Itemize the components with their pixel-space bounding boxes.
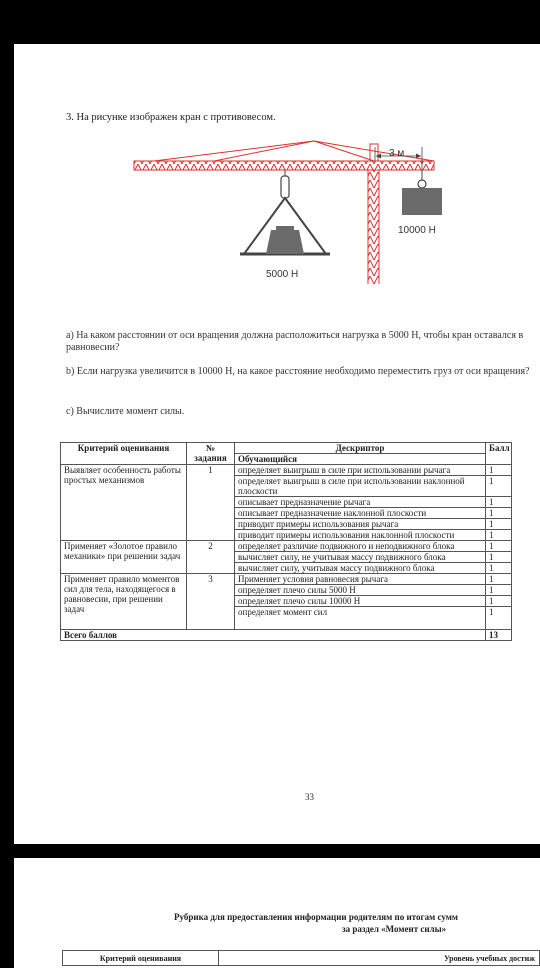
total-label: Всего баллов	[61, 630, 486, 641]
descriptor-cell: определяет выигрыш в силе при использовании наклонной плоскости	[235, 476, 486, 497]
next-header-level: Уровень учебных достиж	[219, 951, 540, 966]
descriptor-cell: определяет выигрыш в силе при использовании рычага	[235, 465, 486, 476]
document-page	[14, 44, 540, 844]
header-task-no: № задания	[187, 443, 235, 465]
score-cell: 1	[486, 497, 512, 508]
score-cell: 1	[486, 465, 512, 476]
criterion-cell: Выявляет особенность работы простых механизмов	[61, 465, 187, 541]
descriptor-cell: вычисляет силу, учитывая массу подвижного блока	[235, 563, 486, 574]
weight-right-label: 10000 Н	[398, 225, 436, 236]
crane-figure	[14, 44, 540, 284]
next-page-title-line2: за раздел «Момент силы»	[342, 924, 447, 934]
task-no-cell: 2	[187, 541, 235, 574]
score-cell: 1	[486, 519, 512, 530]
task-title: 3. На рисунке изображен кран с противовесом.	[66, 112, 276, 123]
score-cell: 1	[486, 574, 512, 585]
descriptor-cell: определяет момент сил	[235, 607, 486, 630]
distance-label: 3 м	[389, 148, 405, 159]
descriptor-cell: приводит примеры использования рычага	[235, 519, 486, 530]
next-page-table	[62, 950, 540, 966]
header-criterion: Критерий оценивания	[61, 443, 187, 465]
score-cell: 1	[486, 541, 512, 552]
descriptor-cell: определяет плечо силы 10000 Н	[235, 596, 486, 607]
score-cell: 1	[486, 508, 512, 519]
descriptor-cell: описывает предназначение наклонной плоскости	[235, 508, 486, 519]
table-row	[61, 541, 512, 552]
task-no-cell: 3	[187, 574, 235, 630]
score-cell: 1	[486, 552, 512, 563]
descriptor-cell: описывает предназначение рычага	[235, 497, 486, 508]
question-b: b) Если нагрузка увеличится в 10000 Н, на какое расстояние необходимо переместить груз от оси вращения?	[66, 366, 530, 377]
next-header-criterion: Критерий оценивания	[63, 951, 219, 966]
task-no-cell: 1	[187, 465, 235, 541]
score-cell: 1	[486, 530, 512, 541]
question-c: c) Вычислите момент силы.	[66, 406, 185, 417]
score-cell: 1	[486, 563, 512, 574]
counterweight-right	[402, 170, 442, 215]
table-row	[61, 465, 512, 476]
load-left	[240, 170, 330, 254]
score-cell: 1	[486, 585, 512, 596]
score-cell: 1	[486, 476, 512, 497]
total-score: 13	[486, 630, 512, 641]
descriptor-cell: Применяет условия равновесия рычага	[235, 574, 486, 585]
header-descriptor: Дескриптор	[235, 443, 486, 454]
header-score: Балл	[486, 443, 512, 465]
rubric-table	[60, 442, 512, 641]
score-cell: 1	[486, 607, 512, 630]
descriptor-cell: вычисляет силу, не учитывая массу подвижного блока	[235, 552, 486, 563]
header-student: Обучающийся	[235, 454, 486, 465]
descriptor-cell: определяет плечо силы 5000 Н	[235, 585, 486, 596]
descriptor-cell: определяет различие подвижного и неподвижного блока	[235, 541, 486, 552]
score-cell: 1	[486, 596, 512, 607]
table-row	[61, 574, 512, 585]
next-page-title-line1: Рубрика для предоставления информации родителям по итогам сумм	[174, 912, 458, 922]
next-page	[14, 858, 540, 968]
page-number: 33	[305, 792, 314, 802]
total-row	[61, 630, 512, 641]
weight-left-label: 5000 Н	[266, 269, 299, 280]
criterion-cell: Применяет «Золотое правило механики» при решении задач	[61, 541, 187, 574]
question-a: а) На каком расстоянии от оси вращения должна расположиться нагрузка в 5000 Н, чтобы кран оставался в равновесии?	[66, 330, 524, 353]
descriptor-cell: приводит примеры использования наклонной плоскости	[235, 530, 486, 541]
criterion-cell: Применяет правило моментов сил для тела, находящегося в равновесии, при решении задач	[61, 574, 187, 630]
table-header-row	[61, 443, 512, 454]
